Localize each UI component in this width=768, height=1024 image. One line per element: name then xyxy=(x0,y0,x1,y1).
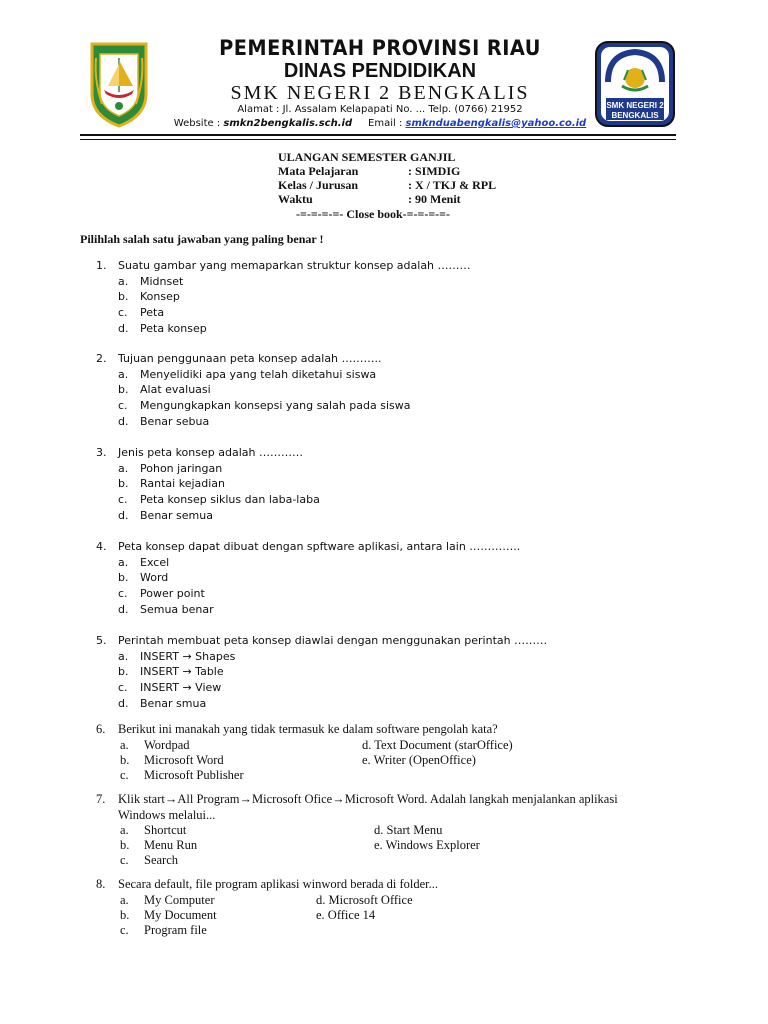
question-number: 5. xyxy=(96,634,107,647)
option-letter: b. xyxy=(118,383,129,397)
riau-province-emblem xyxy=(88,40,150,128)
exam-title: ULANGAN SEMESTER GANJIL xyxy=(278,150,456,164)
option-text: Mengungkapkan konsepsi yang salah pada siswa xyxy=(140,399,411,413)
option-letter: b. xyxy=(118,477,129,491)
header-rule-thick xyxy=(80,134,676,136)
question-8 xyxy=(80,877,700,938)
option-text: My Document xyxy=(144,907,217,922)
option-letter: c. xyxy=(120,922,129,937)
option-text-right: e. Office 14 xyxy=(316,907,376,922)
option-text: Microsoft Word xyxy=(144,752,224,767)
question-text-continued: Windows melalui... xyxy=(118,807,216,822)
option-letter: a. xyxy=(118,274,129,288)
option-letter: d. xyxy=(118,508,129,522)
option-text: INSERT → Shapes xyxy=(140,649,236,663)
website-label: Website : xyxy=(173,118,224,129)
office-title: DINAS PENDIDIKAN xyxy=(283,60,477,82)
option-text: Rantai kejadian xyxy=(140,477,226,491)
option-text-right: d. Start Menu xyxy=(374,823,443,837)
option-text: Konsep xyxy=(140,290,180,304)
question-number: 6. xyxy=(96,722,106,736)
option-letter: b. xyxy=(120,838,130,852)
question-text: Tujuan penggunaan peta konsep adalah ……….. xyxy=(118,352,382,365)
question-number: 8. xyxy=(96,877,106,891)
question-5 xyxy=(80,633,700,712)
address-line: Alamat : Jl. Assalam Kelapapati No. ... Telp. (0766) 21952 xyxy=(237,104,523,115)
option-letter: b. xyxy=(120,752,130,767)
option-text-right: e. Windows Explorer xyxy=(374,838,480,852)
option-text: My Computer xyxy=(144,892,215,907)
option-text: Semua benar xyxy=(140,602,214,616)
question-7 xyxy=(80,792,700,868)
website-line xyxy=(160,118,600,129)
option-text: Wordpad xyxy=(144,737,190,752)
option-text: Microsoft Publisher xyxy=(144,767,244,782)
option-text: Peta konsep xyxy=(140,321,207,335)
option-text-right: d. Text Document (starOffice) xyxy=(362,737,513,752)
closebook-note: -=-=-=-=- Close book-=-=-=-=- xyxy=(296,207,451,221)
question-4 xyxy=(80,539,700,618)
class-value: : X / TKJ & RPL xyxy=(408,178,497,192)
option-letter: c. xyxy=(118,399,128,413)
option-letter: b. xyxy=(118,665,129,679)
option-text: Benar sebua xyxy=(140,414,210,428)
option-letter: a. xyxy=(120,737,129,752)
option-letter: b. xyxy=(118,571,129,585)
option-letter: c. xyxy=(120,853,129,867)
badge-name-line1: SMK NEGERI 2 xyxy=(606,101,664,110)
question-number: 3. xyxy=(96,446,107,459)
option-text: Benar smua xyxy=(140,696,207,710)
question-1 xyxy=(80,258,700,337)
option-text: Peta xyxy=(140,306,165,320)
option-letter: b. xyxy=(120,907,130,922)
option-letter: c. xyxy=(120,767,129,782)
question-number: 7. xyxy=(96,792,106,806)
question-number: 2. xyxy=(96,352,107,365)
option-text: Midnset xyxy=(140,274,184,288)
badge-name-line2: BENGKALIS xyxy=(611,111,659,120)
question-number: 1. xyxy=(96,259,107,272)
class-label: Kelas / Jurusan xyxy=(278,178,359,192)
option-letter: c. xyxy=(118,306,128,320)
option-letter: c. xyxy=(118,493,128,507)
instruction: Pilihlah salah satu jawaban yang paling benar ! xyxy=(80,232,324,246)
subject-label: Mata Pelajaran xyxy=(278,164,359,178)
option-letter: a. xyxy=(118,555,129,569)
school-title: SMK NEGERI 2 BENGKALIS xyxy=(230,82,530,104)
time-label: Waktu xyxy=(278,192,313,206)
option-text-right: d. Microsoft Office xyxy=(316,892,413,907)
option-text: Menyelidiki apa yang telah diketahui siswa xyxy=(140,367,377,381)
option-text: Alat evaluasi xyxy=(140,383,211,397)
option-letter: a. xyxy=(118,461,129,475)
option-letter: a. xyxy=(120,892,129,907)
question-text: Suatu gambar yang memaparkan struktur konsep adalah ……… xyxy=(118,259,471,272)
question-3 xyxy=(80,445,700,524)
option-text: Shortcut xyxy=(144,823,187,837)
option-text: Benar semua xyxy=(140,508,213,522)
email-link[interactable]: smknduabengkalis@yahoo.co.id xyxy=(405,118,587,129)
question-6 xyxy=(80,722,700,783)
question-text: Secara default, file program aplikasi winword berada di folder... xyxy=(118,877,439,891)
government-title: PEMERINTAH PROVINSI RIAU xyxy=(219,36,541,60)
question-text: Berikut ini manakah yang tidak termasuk ke dalam software pengolah kata? xyxy=(118,722,498,736)
question-2 xyxy=(80,351,700,430)
option-text: INSERT → View xyxy=(140,681,222,695)
option-text: INSERT → Table xyxy=(140,665,224,679)
option-letter: d. xyxy=(118,321,129,335)
website-link[interactable]: smkn2bengkalis.sch.id xyxy=(223,118,353,129)
option-text: Menu Run xyxy=(144,838,198,852)
question-text: Jenis peta konsep adalah ………… xyxy=(118,446,303,459)
email-label: Email : xyxy=(368,118,406,129)
option-letter: b. xyxy=(118,290,129,304)
time-value: : 90 Menit xyxy=(408,192,461,206)
time-row xyxy=(278,192,461,207)
option-letter: a. xyxy=(118,649,129,663)
option-letter: a. xyxy=(118,367,129,381)
option-letter: c. xyxy=(118,681,128,695)
option-letter: d. xyxy=(118,602,129,616)
option-text: Peta konsep siklus dan laba-laba xyxy=(140,493,320,507)
option-text: Word xyxy=(140,571,169,585)
header-rule-thin xyxy=(80,139,676,140)
class-row xyxy=(278,178,496,193)
option-letter: d. xyxy=(118,414,129,428)
option-text-right: e. Writer (OpenOffice) xyxy=(362,752,476,767)
option-text: Power point xyxy=(140,587,205,601)
subject-value: : SIMDIG xyxy=(408,164,461,178)
subject-row xyxy=(278,164,460,179)
option-letter: c. xyxy=(118,587,128,601)
question-number: 4. xyxy=(96,540,107,553)
option-letter: d. xyxy=(118,696,129,710)
option-text: Program file xyxy=(144,922,207,937)
question-text: Peta konsep dapat dibuat dengan spftware aplikasi, antara lain ………….. xyxy=(118,540,521,553)
option-letter: a. xyxy=(120,823,129,837)
option-text: Pohon jaringan xyxy=(140,461,223,475)
option-text: Excel xyxy=(140,555,170,569)
question-text: Perintah membuat peta konsep diawlai dengan menggunakan perintah ……… xyxy=(118,634,548,647)
option-text: Search xyxy=(144,853,179,867)
question-text: Klik start→All Program→Microsoft Ofice→Microsoft Word. Adalah langkah menjalankan aplikasi xyxy=(118,792,618,806)
